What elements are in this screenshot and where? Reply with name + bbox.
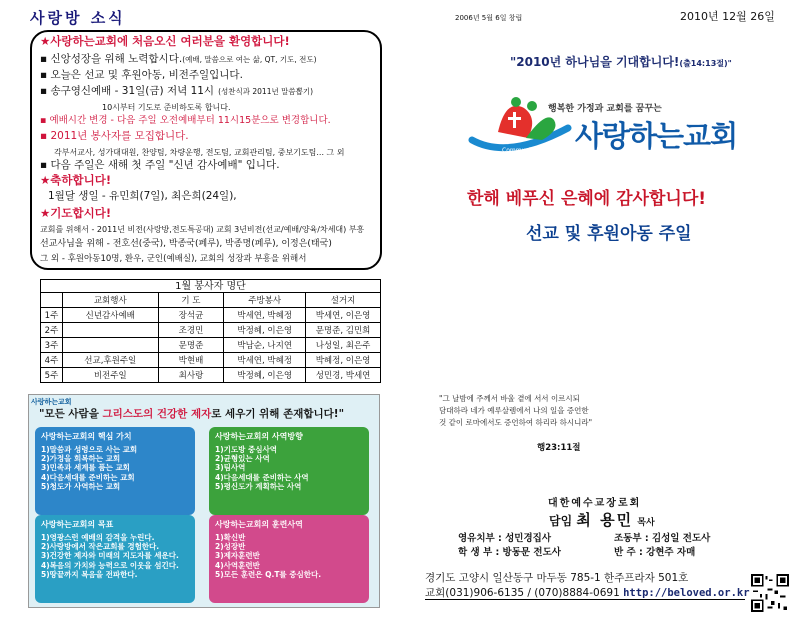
table-row [41,353,381,368]
training-panel [209,515,369,603]
volunteer-title: 1월 봉사자 명단 [40,279,381,293]
panel-title: 사랑하는교회의 훈련사역 [215,520,303,529]
panel-item: 3)민족과 세계를 품는 교회 [41,463,130,473]
yearly-motto: "2010년 하나님을 기대합니다!(출14:13절)" [510,55,732,69]
table-row [41,323,381,338]
table-cell: 선교,후원주일 [62,353,158,368]
panel-item: 1)영광스런 예배의 감격을 누린다. [41,533,155,542]
panel-item: 1)확신반 [215,533,246,542]
panel-item: 2)가정을 회복하는 교회 [41,454,121,464]
prayer-line-1: 교회를 위해서 - 2011년 비전(사랑방,전도특공대) 교회 3년비전(선교/예배/양육/차세대) 부흥 [40,225,365,234]
welcome-text: ★사랑하는교회에 처음오신 여러분을 환영합니다! [40,34,290,48]
table-cell: 최사랑 [158,368,224,383]
vision-brand: 사랑하는교회 [31,398,72,406]
congrats-header: ★축하합니다! [40,173,112,187]
ministry-direction-panel [209,427,369,515]
staff-right-1: 조동부 : 김성일 전도사 [614,533,711,544]
table-cell: 비전주일 [62,368,158,383]
table-header-cell: 설거지 [306,293,381,308]
panel-item: 3)팀사역 [215,463,246,473]
news-line-3b: 10시부터 기도로 준비하도록 합니다. [102,103,231,112]
qr-code-icon [751,574,789,612]
panel-item: 2)사랑방에서 작은교회를 경험한다. [41,542,160,552]
pastor-line: 담임 최 용민 목사 [549,511,655,529]
table-cell: 장석균 [158,308,224,323]
news-line-1: ▪ 신앙성장을 위해 노력합시다.(예배, 말씀으로 여는 삶, QT, 기도, 전도) [40,53,317,65]
table-cell: 박현배 [158,353,224,368]
community-label: Community Church [502,147,560,154]
table-header-row [41,293,381,308]
news-title: 사랑방 소식 [30,9,126,27]
table-cell: 문명준, 김민희 [306,323,381,338]
bulletin-date: 2010년 12월 26일 [680,10,775,23]
table-cell: 3주 [41,338,63,353]
panel-item: 5)땅끝까지 복음을 전파한다. [41,569,138,579]
table-row [41,368,381,383]
table-row [41,338,381,353]
vision-board [28,394,380,608]
goals-panel [35,515,195,603]
volunteer-table [40,292,381,383]
core-values-panel [35,427,195,515]
panel-item: 3)건강한 제자와 미래의 지도자를 세운다. [41,551,179,561]
table-header-cell [41,293,63,308]
verse-line: 담대하라 네가 예루살렘에서 나의 일을 증언한 [439,406,589,415]
bible-verse [439,393,592,429]
prayer-header: ★기도합시다! [40,206,112,220]
panel-item: 4)다음세대를 준비하는 사역 [215,472,309,482]
church-tagline: 행복한 가정과 교회를 꿈꾸는 [548,104,662,114]
table-cell: 조경민 [158,323,224,338]
table-cell [62,338,158,353]
panel-title: 사랑하는교회의 사역방향 [215,432,303,441]
table-cell: 1주 [41,308,63,323]
table-cell: 5주 [41,368,63,383]
panel-item: 2)균형있는 사역 [215,454,270,464]
table-header-cell: 교회행사 [62,293,158,308]
table-cell: 박세연, 박혜정 [224,308,306,323]
panel-item: 1)말씀과 성령으로 사는 교회 [41,445,138,454]
verse-line: "그 날밤에 주께서 바울 곁에 서서 이르시되 [439,394,580,403]
table-cell: 박혜정, 이은영 [306,353,381,368]
table-cell: 2주 [41,323,63,338]
staff-left-1: 영유치부 : 성민경집사 [458,533,552,544]
table-cell: 박세연, 박혜정 [224,353,306,368]
prayer-line-3: 그 외 - 후원아동10명, 환우, 군인(예배실), 교회의 성장과 부흥을 위해서 [40,254,307,264]
vision-headline: "모든 사람을 그리스도의 건강한 제자로 세우기 위해 존재합니다!" [39,408,345,420]
panel-item: 1)기도방 중심사역 [215,445,277,454]
prayer-line-2: 선교사님을 위해 - 전호선(중국), 박종국(페루), 박종명(페루), 이정은(태국) [40,239,332,249]
church-phone: 교회(031)906-6135 / (070)8884-0691 http://beloved.or.kr [425,587,750,599]
news-line-2: ▪ 오늘은 선교 및 후원아동, 비전주일입니다. [40,69,243,81]
table-header-cell: 주방봉사 [224,293,306,308]
table-row [41,308,381,323]
table-cell: 4주 [41,353,63,368]
founded-date: 2006년 5월 6일 창립 [455,14,523,22]
table-cell: 신년감사예배 [62,308,158,323]
panel-item: 3)제자훈련반 [215,551,260,561]
church-address: 경기도 고양시 일산동구 마두동 785-1 한주프라자 501호 [425,572,689,584]
table-cell: 박정혜, 이은영 [224,323,306,338]
panel-item: 2)성장반 [215,542,246,552]
table-cell: 박세연, 이은영 [306,308,381,323]
denomination: 대한예수교장로회 [548,498,642,509]
panel-item: 5)모든 훈련은 Q.T를 중심한다. [215,569,322,579]
news-line-6: ▪ 다음 주일은 새해 첫 주일 "신년 감사예배" 입니다. [40,159,280,171]
panel-item: 4)복음의 가치와 능력으로 이웃을 섬긴다. [41,560,179,570]
panel-title: 사랑하는교회의 목표 [41,520,114,529]
sermon-mission: 선교 및 후원아동 주일 [526,224,692,244]
table-cell: 나성일, 최은주 [306,338,381,353]
news-line-4: ▪ 예배시간 변경 - 다음 주일 오전예배부터 11시15분으로 변경합니다. [40,115,331,126]
news-line-5b: 각부서교사, 성가대대원, 찬양팀, 차량운행, 전도팀, 교회관리팀, 중보기도팀... 그 외 [54,148,345,157]
table-header-cell: 기 도 [158,293,224,308]
table-cell: 성민경, 박세연 [306,368,381,383]
news-line-3: ▪ 송구영신예배 - 31일(금) 저녁 11시 (성찬식과 2011년 말씀뽑기) [40,85,314,97]
staff-right-2: 반 주 : 강현주 자매 [614,547,696,558]
panel-item: 4)다음세대를 준비하는 교회 [41,472,135,482]
congrats-text: 1월달 생일 - 유민희(7일), 최은희(24일), [48,190,237,202]
church-url-link[interactable]: http://beloved.or.kr [623,587,750,599]
table-cell: 문명준 [158,338,224,353]
footer-divider [425,599,745,600]
panel-item: 5)청도가 사역하는 교회 [41,481,121,491]
staff-left-2: 학 생 부 : 방동문 전도사 [458,547,561,558]
verse-line: 것 같이 로마에서도 증언하여 하리라 하시니라" [439,418,593,427]
panel-item: 5)평신도가 계획하는 사역 [215,481,302,491]
table-cell [62,323,158,338]
news-line-5: ▪ 2011년 봉사자를 모집합니다. [40,130,189,142]
table-cell: 박남순, 나지연 [224,338,306,353]
verse-reference: 행23:11절 [537,443,581,453]
panel-title: 사랑하는교회의 핵심 가치 [41,432,132,441]
sermon-thanks: 한해 베푸신 은혜에 감사합니다! [467,189,706,209]
table-cell: 박정혜, 이은영 [224,368,306,383]
panel-item: 4)사역훈련반 [215,560,260,570]
church-name: 사랑하는교회 [575,119,738,153]
news-box [30,30,382,270]
